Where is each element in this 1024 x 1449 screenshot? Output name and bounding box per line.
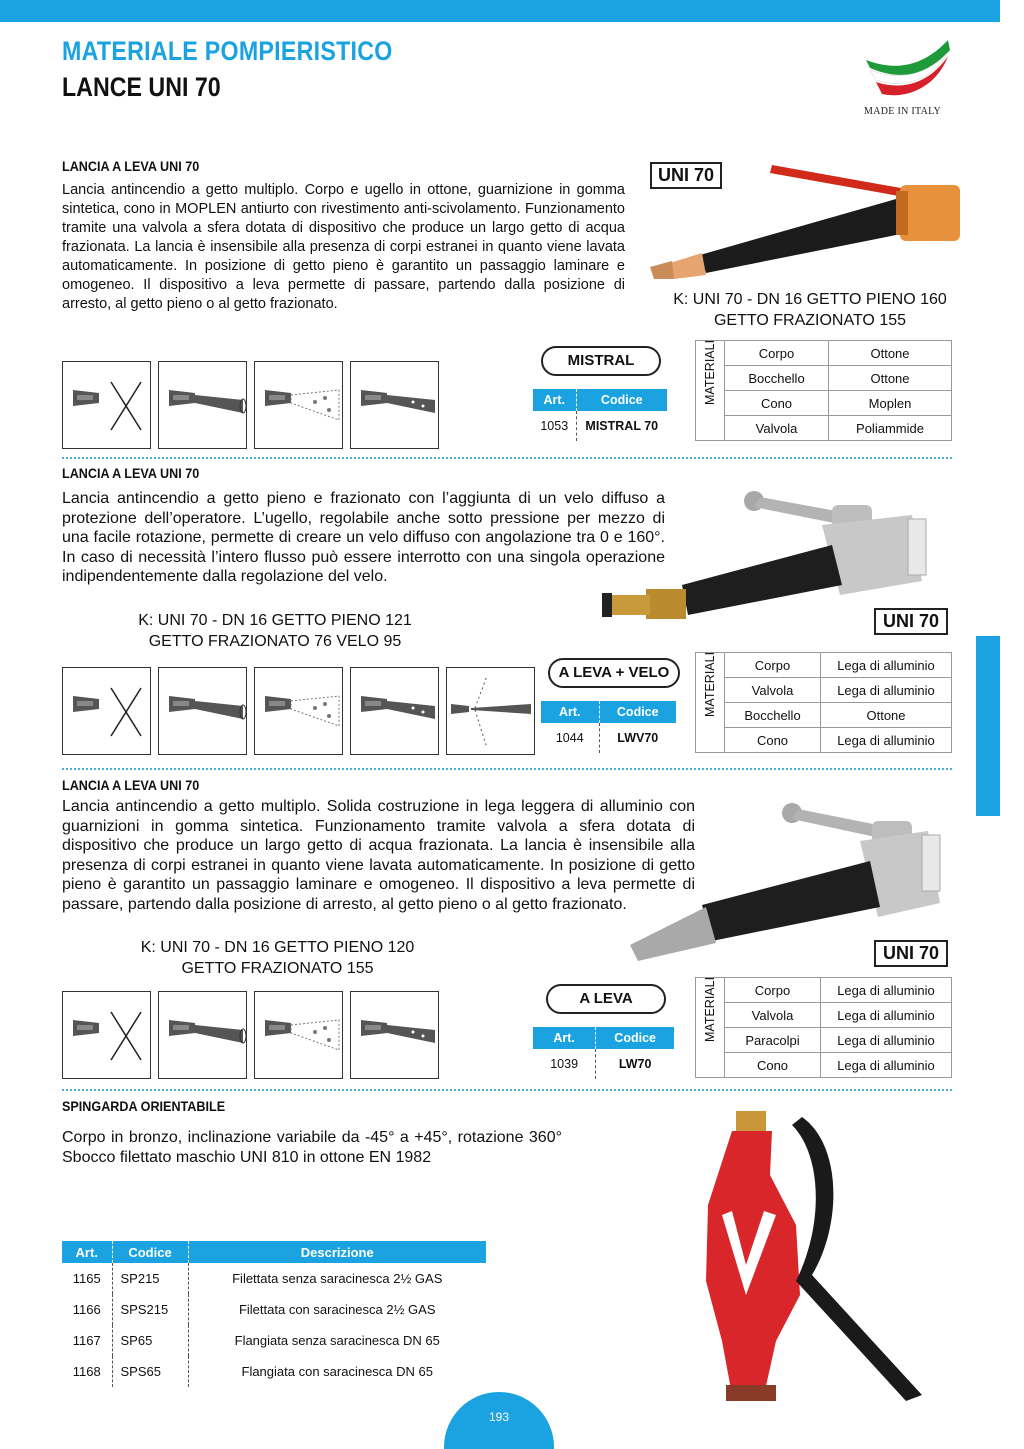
part-cell: Corpo [725, 653, 821, 678]
material-cell: Lega di alluminio [821, 978, 952, 1003]
part-cell: Valvola [725, 416, 829, 441]
spray-mixed-icon [350, 667, 439, 755]
section4-title: SPINGARDA ORIENTABILE [62, 1098, 226, 1114]
spray-mixed-icon [350, 361, 439, 449]
made-in-italy-label: MADE IN ITALY [864, 106, 942, 117]
side-tab-marker [976, 636, 1000, 816]
section1-article-table [533, 389, 667, 441]
part-cell: Corpo [725, 341, 829, 366]
section-divider [62, 457, 952, 459]
section2-model-pill: A LEVA + VELO [548, 658, 680, 688]
part-cell: Cono [725, 728, 821, 753]
material-cell: Lega di alluminio [821, 653, 952, 678]
section2-materials-table [695, 652, 952, 753]
spray-off-icon [62, 361, 151, 449]
section2-k-line1: K: UNI 70 - DN 16 GETTO PIENO 121 [138, 612, 412, 629]
description-cell: Flangiata con saracinesca DN 65 [241, 1364, 433, 1379]
material-cell: Lega di alluminio [821, 728, 952, 753]
part-cell: Bocchello [725, 703, 821, 728]
materials-label: MATERIALI [696, 978, 725, 1078]
art-cell: 1053 [533, 411, 576, 441]
art-header: Art. [533, 1027, 596, 1049]
spray-full-jet-icon [158, 361, 247, 449]
table-row [62, 1325, 486, 1356]
part-cell: Cono [725, 1053, 821, 1078]
art-header: Art. [533, 389, 576, 411]
art-cell: 1165 [62, 1263, 112, 1294]
section3-article-table [533, 1027, 674, 1079]
description-cell: Flangiata senza saracinesca DN 65 [234, 1333, 440, 1348]
code-cell: SPS215 [112, 1294, 188, 1325]
section1-spray-patterns [62, 361, 439, 449]
table-row [62, 1294, 486, 1325]
part-cell: Valvola [725, 1003, 821, 1028]
section1-uni70-badge: UNI 70 [650, 162, 722, 189]
material-cell: Lega di alluminio [821, 678, 952, 703]
description-header: Descrizione [188, 1241, 486, 1263]
material-cell: Lega di alluminio [821, 1003, 952, 1028]
spray-fog-icon [254, 667, 343, 755]
section2-article-table [541, 701, 676, 753]
code-cell: SP215 [112, 1263, 188, 1294]
spray-off-icon [62, 667, 151, 755]
section2-uni70-badge: UNI 70 [874, 608, 948, 635]
table-row [62, 1356, 486, 1387]
part-cell: Paracolpi [725, 1028, 821, 1053]
materials-label: MATERIALI [696, 653, 725, 753]
section3-title: LANCIA A LEVA UNI 70 [62, 777, 200, 793]
spray-full-jet-icon [158, 991, 247, 1079]
spray-mixed-icon [350, 991, 439, 1079]
code-cell: SP65 [112, 1325, 188, 1356]
section-divider [62, 1089, 952, 1091]
material-cell: Lega di alluminio [821, 1028, 952, 1053]
section3-k-line1: K: UNI 70 - DN 16 GETTO PIENO 120 [140, 939, 415, 956]
material-cell: Ottone [821, 703, 952, 728]
italy-flag-logo-icon [862, 38, 954, 100]
section-divider [62, 768, 952, 770]
section1-title: LANCIA A LEVA UNI 70 [62, 158, 200, 174]
part-cell: Corpo [725, 978, 821, 1003]
spray-fog-icon [254, 361, 343, 449]
code-header: Codice [576, 389, 667, 411]
code-cell: MISTRAL 70 [585, 419, 659, 433]
art-cell: 1044 [541, 723, 599, 753]
art-cell: 1167 [62, 1325, 112, 1356]
material-cell: Ottone [829, 366, 952, 391]
art-header: Art. [62, 1241, 112, 1263]
code-cell: SPS65 [112, 1356, 188, 1387]
section4-description: Corpo in bronzo, inclinazione variabile da -45° a +45°, rotazione 360° Sbocco filettato maschio UNI 810 in ottone EN 1982 [62, 1129, 562, 1166]
page-number: 193 [488, 1410, 510, 1424]
section2-spray-patterns [62, 667, 535, 755]
code-cell: LW70 [618, 1057, 652, 1071]
material-cell: Poliammide [829, 416, 952, 441]
description-cell: Filettata senza saracinesca 2½ GAS [232, 1271, 443, 1286]
section3-spray-patterns [62, 991, 439, 1079]
top-accent-bar [0, 0, 1000, 22]
material-cell: Moplen [829, 391, 952, 416]
section4-product-image [692, 1105, 962, 1405]
part-cell: Valvola [725, 678, 821, 703]
materials-label: MATERIALI [696, 341, 725, 441]
description-cell: Filettata con saracinesca 2½ GAS [238, 1302, 436, 1317]
art-header: Art. [541, 701, 599, 723]
spray-veil-icon [446, 667, 535, 755]
section1-k-line1: K: UNI 70 - DN 16 GETTO PIENO 160 [673, 291, 947, 308]
section1-description: Lancia antincendio a getto multiplo. Corpo e ugello in ottone, guarnizione in gomma sintetica, cono in MOPLEN antiurto con rivestimento anti-scivolamento. Funzionamento tramite una valvola a sfera dotata di dispositivo che produce un largo getto di acqua frazionata. La lancia è insensibile alla presenza di corpi estranei in quanto viene lavata automaticamente. In posizione di getto pieno è garantito un passaggio laminare e omogeneo. Il dispositivo a leva permette di passare, partendo dalla posizione di arresto, al getto pieno o al getto frazionato. [62, 182, 625, 312]
table-row [62, 1263, 486, 1294]
section1-materials-table [695, 340, 952, 441]
art-cell: 1168 [62, 1356, 112, 1387]
part-cell: Cono [725, 391, 829, 416]
code-cell: LWV70 [617, 731, 659, 745]
section2-k-line2: GETTO FRAZIONATO 76 VELO 95 [148, 633, 402, 650]
code-header: Codice [112, 1241, 188, 1263]
section3-materials-table [695, 977, 952, 1078]
page-title-category: MATERIALE POMPIERISTICO [62, 36, 393, 66]
spray-off-icon [62, 991, 151, 1079]
material-cell: Lega di alluminio [821, 1053, 952, 1078]
section1-model-pill: MISTRAL [541, 346, 661, 376]
art-cell: 1166 [62, 1294, 112, 1325]
section3-model-pill: A LEVA [546, 984, 666, 1014]
section2-description: Lancia antincendio a getto pieno e frazionato con l’aggiunta di un velo diffuso a protezione dell’operatore. L’ugello, regolabile anche sotto pressione per mezzo di una facile rotazione, permette di creare un velo diffuso con angolazione tra 0 e 160°. In caso di necessità l’intero flusso può essere interrotto con una singola operazione indipendentemente dalla regolazione del velo. [62, 490, 665, 585]
section3-uni70-badge: UNI 70 [874, 940, 948, 967]
part-cell: Bocchello [725, 366, 829, 391]
material-cell: Ottone [829, 341, 952, 366]
art-cell: 1039 [533, 1049, 596, 1079]
section2-title: LANCIA A LEVA UNI 70 [62, 465, 200, 481]
section4-article-table [62, 1241, 486, 1387]
spray-full-jet-icon [158, 667, 247, 755]
spray-fog-icon [254, 991, 343, 1079]
code-header: Codice [596, 1027, 674, 1049]
section3-k-line2: GETTO FRAZIONATO 155 [181, 960, 374, 977]
page-title: LANCE UNI 70 [62, 72, 221, 102]
code-header: Codice [599, 701, 676, 723]
section1-k-line2: GETTO FRAZIONATO 155 [713, 312, 907, 329]
section3-description: Lancia antincendio a getto multiplo. Solida costruzione in lega leggera di alluminio con guarnizioni in gomma sintetica. Funzionamento tramite valvola a sfera dotata di dispositivo che produce un largo getto di acqua frazionata. La lancia è insensibile alla presenza di corpi estranei in quanto viene lavata automaticamente. In posizione di getto pieno è garantito un passaggio laminare e omogeneo. Il dispositivo a leva permette di passare, partendo dalla posizione di arresto, al getto pieno o al getto frazionato. [62, 798, 695, 913]
section1-product-image [640, 155, 960, 285]
